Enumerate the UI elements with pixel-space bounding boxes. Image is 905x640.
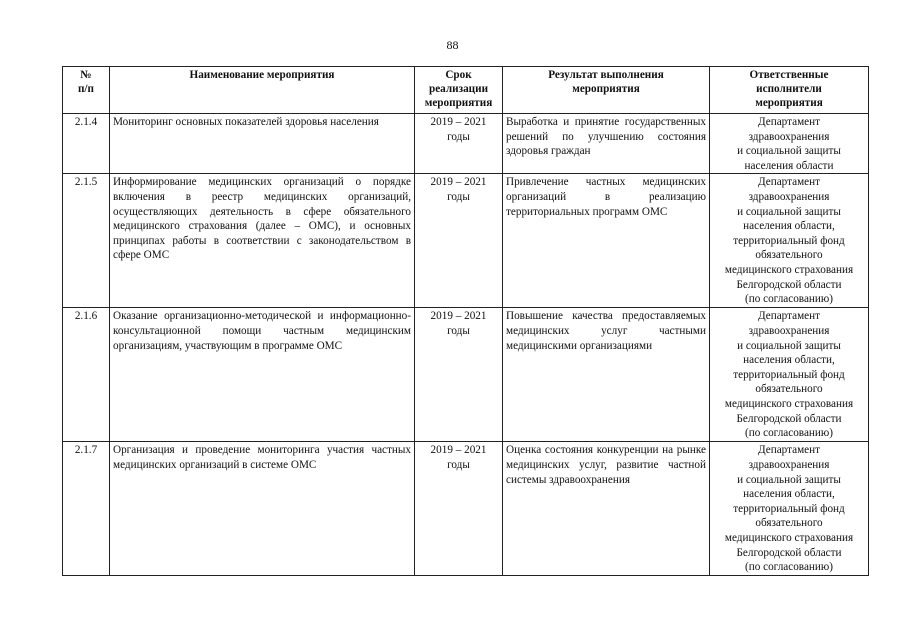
row-term-line: годы [447, 130, 470, 143]
row-number: 2.1.7 [63, 442, 110, 576]
row-executors-line: медицинского страхования [724, 263, 854, 276]
header-term-line: мероприятия [424, 97, 493, 110]
row-term-line: 2019 – 2021 [430, 444, 487, 457]
row-executors-line: обязательного [755, 249, 823, 262]
header-name-text: Наименование мероприятия [189, 69, 335, 81]
row-name: Мониторинг основных показателей здоровья населения [110, 114, 415, 174]
row-executors-line: здравоохранения [748, 324, 830, 337]
header-term-line: Срок [445, 69, 472, 81]
row-executors-line: здравоохранения [748, 130, 830, 143]
row-term [415, 442, 503, 576]
table-row [63, 442, 869, 576]
row-executors-line: (по согласованию) [745, 427, 833, 440]
row-executors [710, 114, 869, 174]
header-executors-line: исполнители [756, 83, 822, 96]
row-result: Оценка состояния конкуренции на рынке медицинских услуг, развитие частной системы здравоохранения [503, 442, 710, 576]
table-row [63, 308, 869, 442]
row-executors-line: медицинского страхования [724, 397, 854, 410]
header-num-line: п/п [77, 83, 94, 96]
row-number: 2.1.6 [63, 308, 110, 442]
row-executors [710, 442, 869, 576]
row-term-line: 2019 – 2021 [430, 310, 487, 323]
row-executors-line: территориальный фонд [733, 502, 845, 515]
row-term [415, 308, 503, 442]
table-row [63, 174, 869, 308]
row-executors-line: Белгородской области [736, 278, 842, 291]
row-executors-line: Департамент [757, 444, 821, 457]
row-executors-line: Департамент [757, 310, 821, 323]
row-executors-line: обязательного [755, 517, 823, 530]
row-name: Оказание организационно-методической и информационно-консультационной помощи частным медицинским организациям, участвующим в программе ОМС [110, 308, 415, 442]
header-result-line: мероприятия [572, 83, 640, 96]
header-executors-line: мероприятия [755, 97, 823, 110]
row-executors-line: здравоохранения [748, 190, 830, 203]
row-result: Привлечение частных медицинских организаций в реализацию территориальных программ ОМС [503, 174, 710, 308]
header-num [63, 67, 110, 114]
row-result: Повышение качества предоставляемых медицинских услуг частными медицинскими организациями [503, 308, 710, 442]
row-executors-line: (по согласованию) [745, 293, 833, 306]
row-executors-line: населения области, [743, 488, 835, 501]
row-executors-line: и социальной защиты [737, 145, 841, 158]
row-term-line: годы [447, 324, 470, 337]
row-executors-line: населения области [744, 159, 834, 172]
header-term-line: реализации [428, 83, 489, 96]
row-executors-line: населения области, [743, 354, 835, 367]
row-executors [710, 308, 869, 442]
row-name: Информирование медицинских организаций о порядке включения в реестр медицинских организаций, осуществляющих деятельность в сфере обязательного медицинского страхования (далее – ОМС), и основных принципах работы в соответствии с законодательством в сфере ОМС [110, 174, 415, 308]
row-term-line: 2019 – 2021 [430, 116, 487, 128]
header-term [415, 67, 503, 114]
row-executors-line: населения области, [743, 220, 835, 233]
row-executors-line: Департамент [757, 176, 821, 189]
row-term-line: годы [447, 458, 470, 471]
row-executors-line: Департамент [757, 116, 821, 128]
row-term [415, 174, 503, 308]
header-result [503, 67, 710, 114]
row-term-line: годы [447, 190, 470, 203]
row-executors-line: Белгородской области [736, 412, 842, 425]
header-name [110, 67, 415, 114]
row-term-line: 2019 – 2021 [430, 176, 487, 189]
row-executors-line: медицинского страхования [724, 531, 854, 544]
header-executors [710, 67, 869, 114]
page-number: 88 [446, 38, 459, 52]
activities-table [62, 66, 869, 576]
row-executors-line: Белгородской области [736, 546, 842, 559]
row-term [415, 114, 503, 174]
row-number: 2.1.4 [63, 114, 110, 174]
table-row [63, 114, 869, 174]
row-executors-line: территориальный фонд [733, 234, 845, 247]
row-executors-line: (по согласованию) [745, 561, 833, 574]
header-result-line: Результат выполнения [548, 69, 664, 81]
row-executors-line: здравоохранения [748, 458, 830, 471]
row-executors-line: и социальной защиты [737, 473, 841, 486]
table-header-row [63, 67, 869, 114]
row-result: Выработка и принятие государственных решений по улучшению состояния здоровья граждан [503, 114, 710, 174]
row-executors-line: территориальный фонд [733, 368, 845, 381]
header-executors-line: Ответственные [749, 69, 829, 81]
row-executors-line: обязательного [755, 383, 823, 396]
row-executors [710, 174, 869, 308]
row-number: 2.1.5 [63, 174, 110, 308]
row-name: Организация и проведение мониторинга участия частных медицинских организаций в системе ОМС [110, 442, 415, 576]
row-executors-line: и социальной защиты [737, 339, 841, 352]
row-executors-line: и социальной защиты [737, 205, 841, 218]
header-num-line: № [80, 69, 92, 81]
